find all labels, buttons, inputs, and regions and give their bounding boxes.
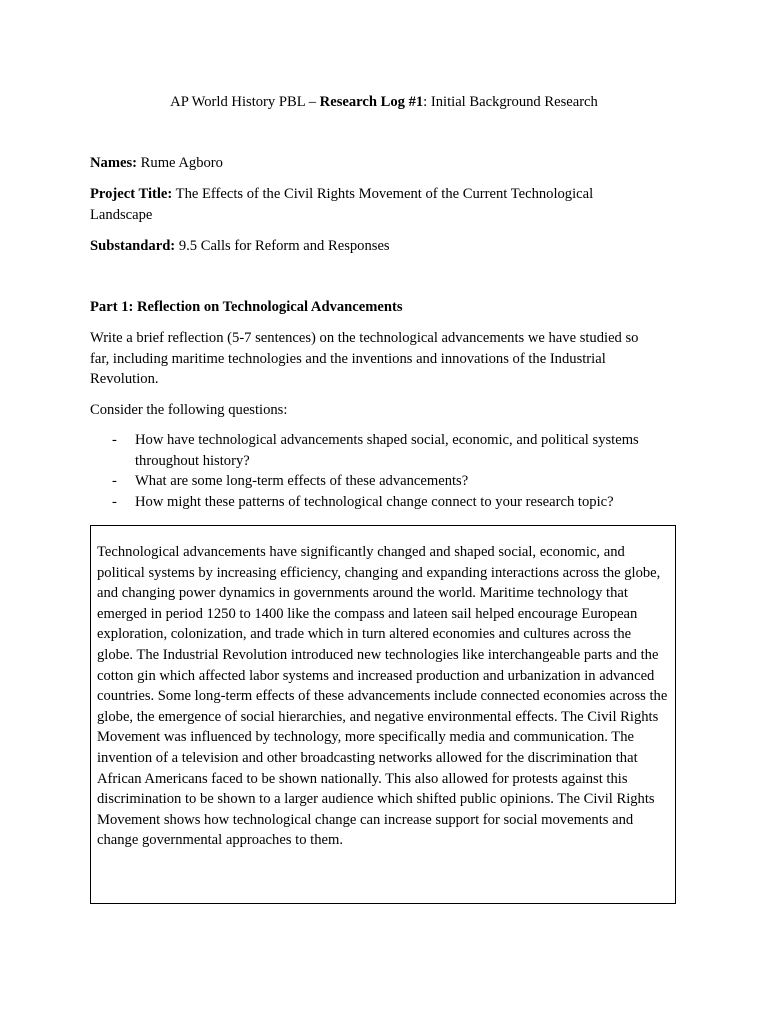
question-text: How might these patterns of technological change connect to your research topic? bbox=[135, 493, 614, 510]
question-item bbox=[90, 492, 670, 513]
project-title-value: The Effects of the Civil Rights Movement of the Current Technological Landscape bbox=[90, 186, 594, 223]
question-list bbox=[90, 430, 670, 512]
question-item bbox=[90, 471, 670, 492]
part1-heading: Part 1: Reflection on Technological Advancements bbox=[90, 299, 403, 315]
title-bold: Research Log #1 bbox=[319, 94, 424, 110]
question-text: What are some long-term effects of these advancements? bbox=[135, 473, 469, 490]
substandard-value: 9.5 Calls for Reform and Responses bbox=[178, 238, 390, 254]
names-label: Names: bbox=[90, 155, 138, 171]
project-title-field bbox=[90, 184, 650, 225]
document-title bbox=[0, 92, 768, 113]
title-suffix: : Initial Background Research bbox=[423, 94, 598, 110]
title-prefix: AP World History PBL – bbox=[170, 94, 320, 110]
bullet-dash: - bbox=[112, 493, 117, 510]
substandard-field bbox=[90, 236, 650, 257]
names-value: Rume Agboro bbox=[140, 155, 223, 171]
consider-text: Consider the following questions: bbox=[90, 402, 288, 418]
substandard-label: Substandard: bbox=[90, 238, 176, 254]
answer-box[interactable] bbox=[90, 525, 676, 904]
project-title-label: Project Title: bbox=[90, 186, 173, 202]
question-text: How have technological advancements shaped social, economic, and political systems throughout history? bbox=[135, 432, 639, 469]
question-item bbox=[90, 430, 670, 471]
names-field bbox=[90, 153, 650, 174]
answer-text: Technological advancements have significantly changed and shaped social, economic, and political systems by increasing efficiency, changing and expanding interactions across the globe, and changing power dynamics in governments around the world. Maritime technology that emerged in period 1250 to 1400 like the compass and lateen sail helped encourage European exploration, colonization, and trade which in turn altered economies and cultures across the globe. The Industrial Revolution introduced new technologies like interchangeable parts and the cotton gin which affected labor systems and increased production and urbanization in advanced countries. Some long-term effects of these advancements include connected economies across the globe, the emergence of social hierarchies, and negative environmental effects. The Civil Rights Movement was influenced by technology, more specifically media and communication. The invention of a television and other broadcasting networks allowed for the discrimination that African Americans faced to be shown nationally. This also allowed for protests against this discrimination to be shown to a larger audience which shifted public opinions. The Civil Rights Movement shows how technological change can increase support for social movements and change governmental approaches to them. bbox=[97, 544, 668, 849]
bullet-dash: - bbox=[112, 473, 117, 490]
bullet-dash: - bbox=[112, 432, 117, 448]
part1-prompt: Write a brief reflection (5-7 sentences) on the technological advancements we have studied so far, including maritime technologies and the inventions and innovations of the Industrial Revolution. bbox=[90, 330, 639, 388]
